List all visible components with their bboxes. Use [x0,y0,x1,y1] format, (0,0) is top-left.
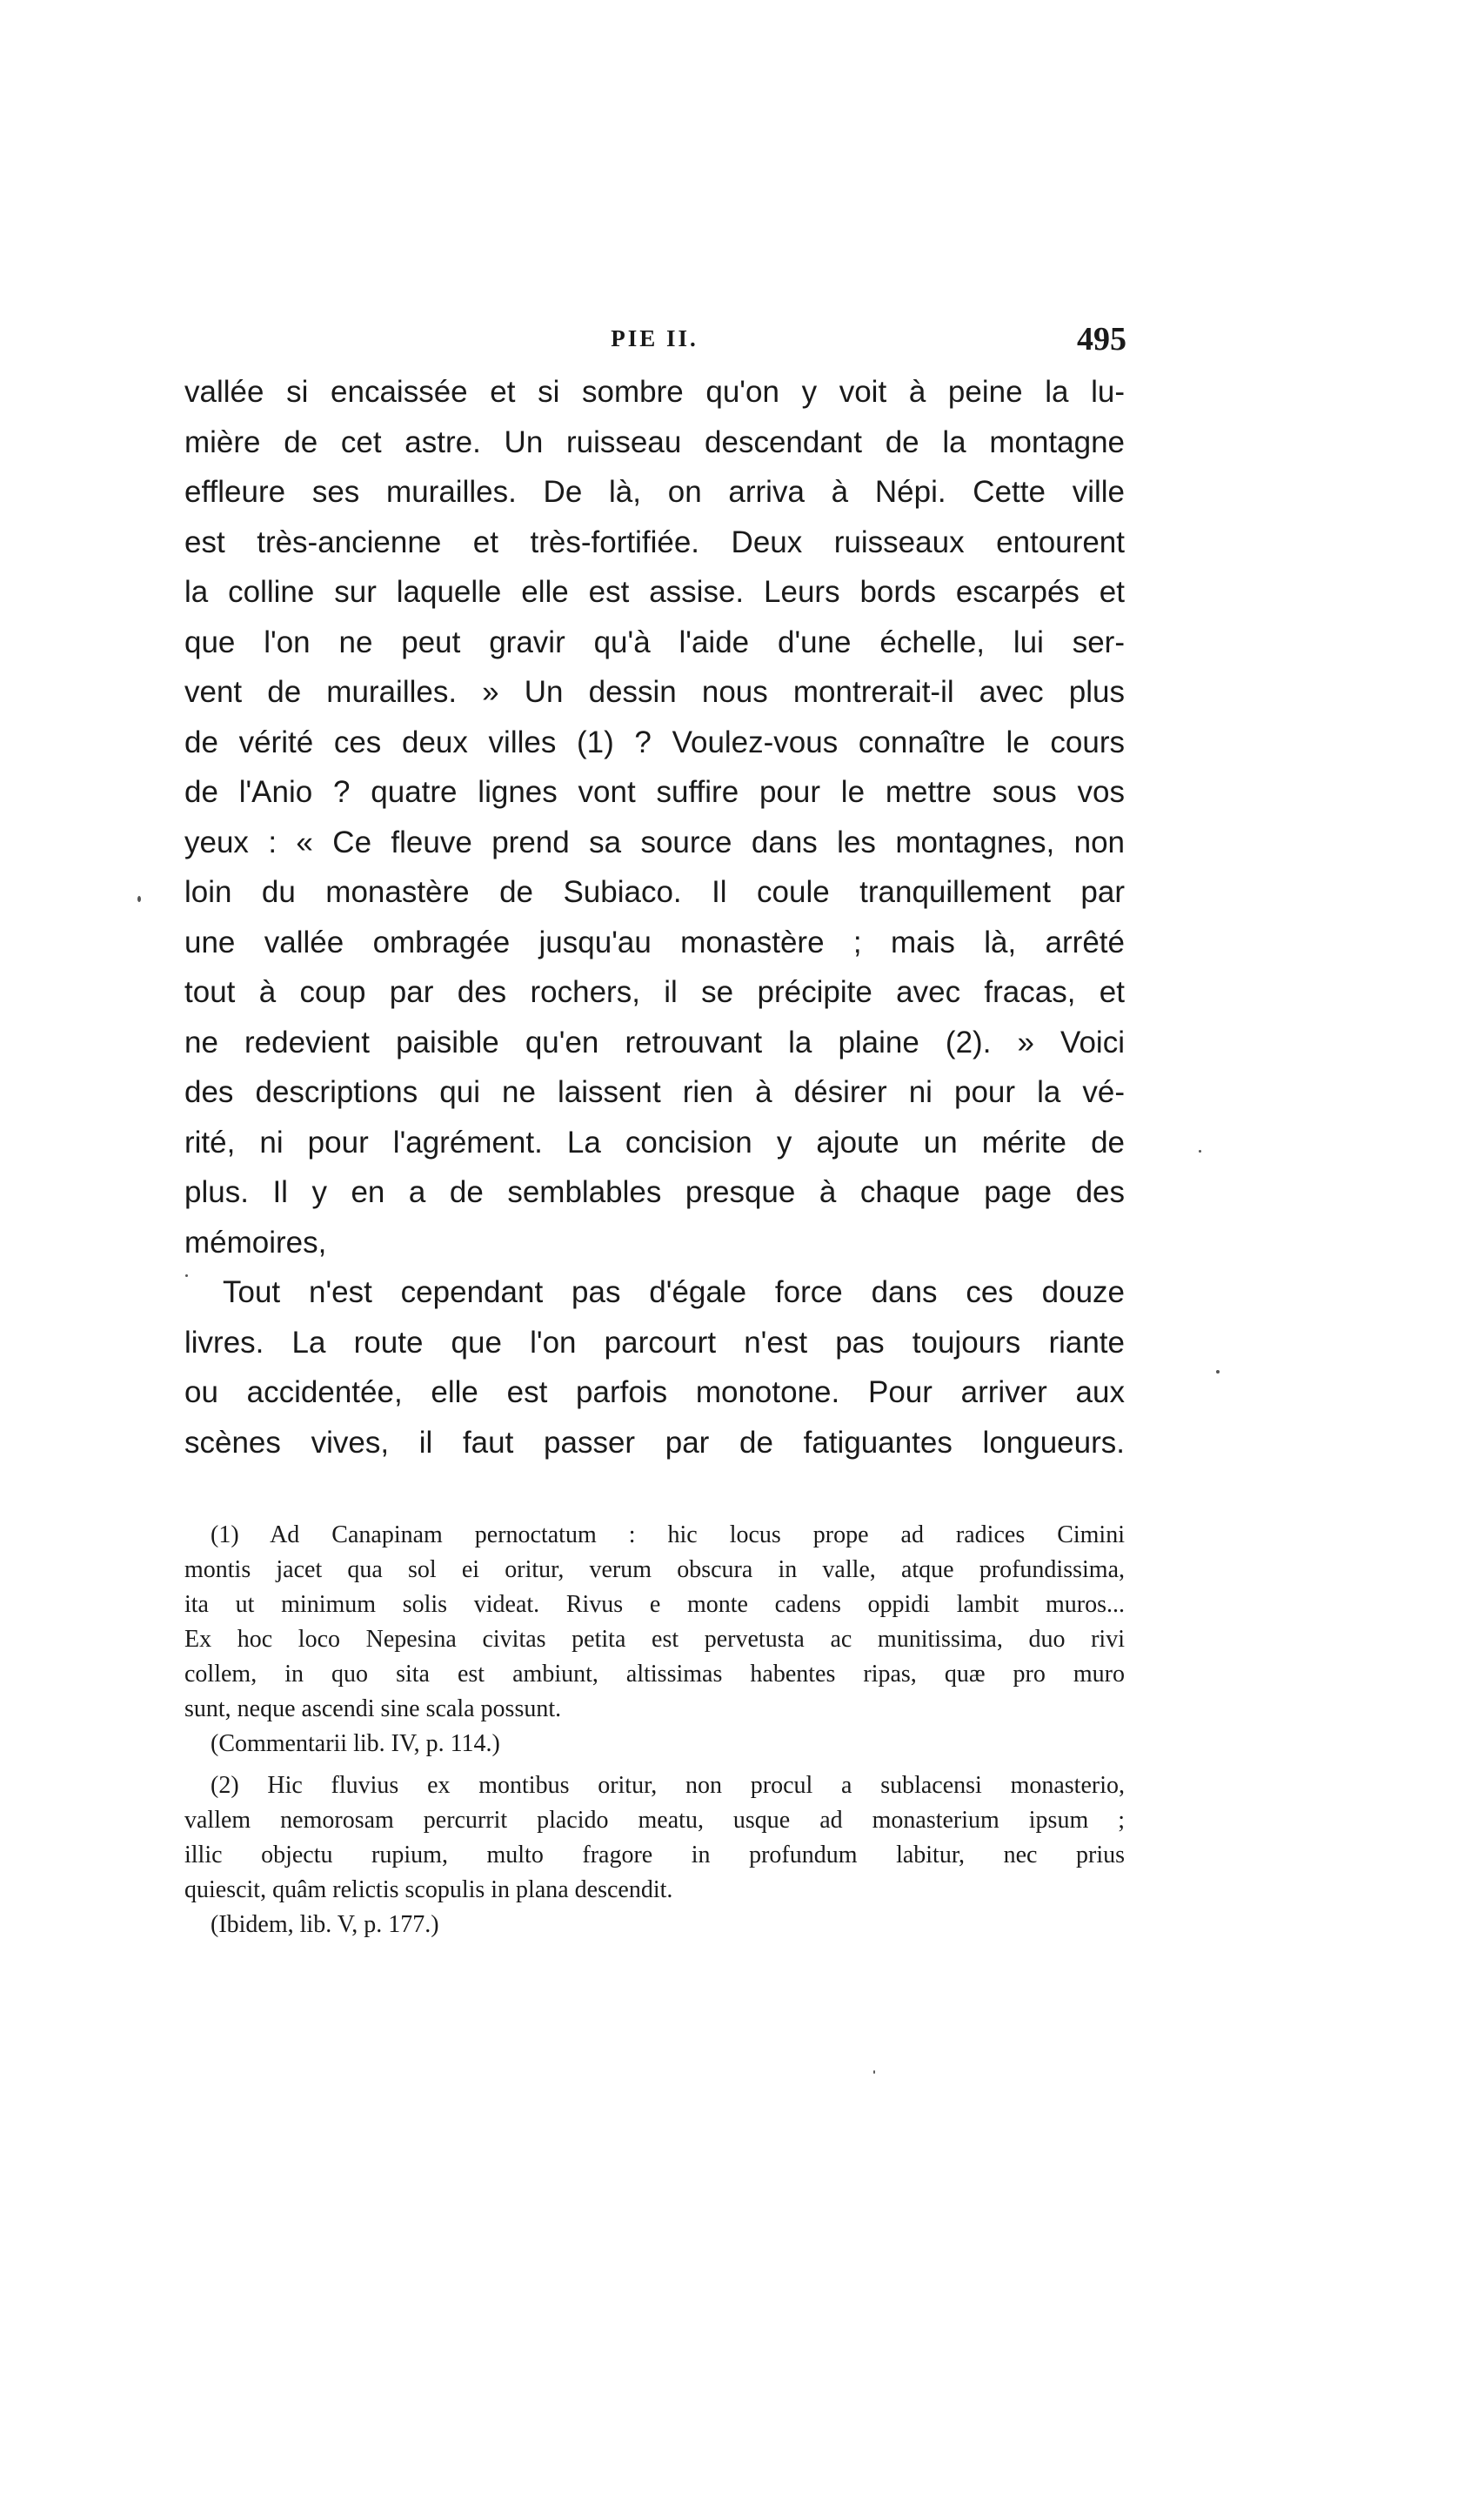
scan-speck [873,2070,875,2074]
footnote-reference: (Commentarii lib. IV, p. 114.) [211,1730,500,1757]
footnote-line: vallem nemorosam percurrit placido meatu, usque ad monasterium ipsum ; [184,1807,1125,1834]
text-line: de l'Anio ? quatre lignes vont suffire pour le mettre sous vos [184,775,1125,809]
footnote-line: (2) Hic fluvius ex montibus oritur, non procul a sublacensi monasterio, [211,1772,1125,1799]
text-line: scènes vives, il faut passer par de fatiguantes longueurs. [184,1425,1125,1460]
text-line: livres. La route que l'on parcourt n'est pas toujours riante [184,1325,1125,1360]
text-line: une vallée ombragée jusqu'au monastère ; mais là, arrêté [184,925,1125,959]
text-line: Tout n'est cependant pas d'égale force dans ces douze [223,1275,1125,1309]
text-line: loin du monastère de Subiaco. Il coule tranquillement par [184,875,1125,909]
footnote-line: Ex hoc loco Nepesina civitas petita est pervetusta ac munitissima, duo rivi [184,1626,1125,1653]
text-line: tout à coup par des rochers, il se précipite avec fracas, et [184,975,1125,1009]
text-line: des descriptions qui ne laissent rien à désirer ni pour la vé- [184,1075,1125,1109]
scan-speck [1199,1150,1201,1153]
footnote-2 [184,1768,1125,1942]
text-line: vent de murailles. » Un dessin nous montrerait-il avec plus [184,675,1125,709]
footnote-line: (1) Ad Canapinam pernoctatum : hic locus prope ad radices Cimini [211,1521,1125,1548]
text-line: vallée si encaissée et si sombre qu'on y voit à peine la lu- [184,375,1125,409]
footnotes [184,1518,1125,1949]
footnote-1 [184,1518,1125,1761]
footnote-line: sunt, neque ascendi sine scala possunt. [184,1695,562,1722]
text-line: mémoires, [184,1225,327,1260]
footnote-line: montis jacet qua sol ei oritur, verum obscura in valle, atque profundissima, [184,1556,1125,1583]
text-line: yeux : « Ce fleuve prend sa source dans les montagnes, non [184,825,1125,859]
text-line: plus. Il y en a de semblables presque à chaque page des [184,1175,1125,1209]
text-line: rité, ni pour l'agrément. La concision y ajoute un mérite de [184,1125,1125,1160]
running-title: PIE II. [611,325,699,351]
text-line: ou accidentée, elle est parfois monotone. Pour arriver aux [184,1375,1125,1409]
text-line: ne redevient paisible qu'en retrouvant la plaine (2). » Voici [184,1025,1125,1059]
footnote-line: quiescit, quâm relictis scopulis in plana descendit. [184,1876,673,1903]
text-line: la colline sur laquelle elle est assise. Leurs bords escarpés et [184,575,1125,609]
page-number: 495 [1077,321,1126,358]
scan-speck [185,1274,188,1277]
footnote-reference: (Ibidem, lib. V, p. 177.) [211,1911,439,1938]
text-line: que l'on ne peut gravir qu'à l'aide d'une échelle, lui ser- [184,625,1125,659]
scan-speck [1216,1370,1220,1374]
text-line: effleure ses murailles. De là, on arriva à Népi. Cette ville [184,475,1125,509]
text-line: de vérité ces deux villes (1) ? Voulez-vous connaître le cours [184,725,1125,759]
footnote-line: collem, in quo sita est ambiunt, altissimas habentes ripas, quæ pro muro [184,1661,1125,1688]
running-head [183,320,1126,364]
body-text [184,367,1125,1467]
scan-speck [137,896,141,902]
footnote-line: ita ut minimum solis videat. Rivus e monte cadens oppidi lambit muros... [184,1591,1125,1618]
text-line: est très-ancienne et très-fortifiée. Deux ruisseaux entourent [184,525,1125,559]
text-line: mière de cet astre. Un ruisseau descendant de la montagne [184,424,1125,459]
footnote-line: illic objectu rupium, multo fragore in profundum labitur, nec prius [184,1842,1125,1868]
